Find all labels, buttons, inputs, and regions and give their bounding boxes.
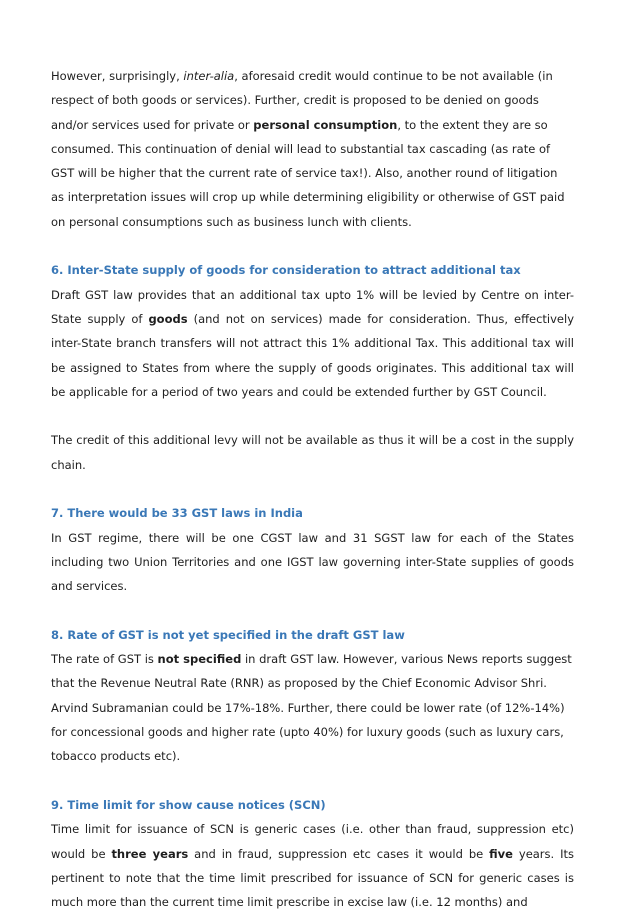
paragraph-scn-time-limit: [51, 817, 574, 914]
section-heading-9: 9. Time limit for show cause notices (SCN): [51, 797, 326, 812]
paragraph-gst-laws: In GST regime, there will be one CGST law and 31 SGST law for each of the States including two Union Territories and one IGST law governing inter-State supplies of goods and services.: [51, 530, 574, 594]
paragraph-additional-tax: [51, 283, 574, 404]
document-page: [51, 64, 574, 914]
spacer: [51, 477, 574, 501]
bold-text: personal consumption: [253, 117, 398, 132]
text-span: Draft GST law provides that an additional tax upto 1% will be levied by Centre on inter-State supply of: [51, 287, 574, 326]
spacer: [51, 769, 574, 793]
text-span: Time limit for issuance of SCN is generic cases (i.e. other than fraud, suppression etc) would be: [51, 822, 574, 861]
section-heading-8: 8. Rate of GST is not yet specified in the draft GST law: [51, 627, 405, 642]
section-heading-6: 6. Inter-State supply of goods for consideration to attract additional tax: [51, 263, 521, 278]
text-span: However, surprisingly,: [51, 69, 184, 83]
paragraph-input-credit: [51, 64, 574, 234]
text-span: years. Its pertinent to note that the time limit prescribed for issuance of SCN for generic cases is much more than the current time limit prescribe in excise law (i.e. 12 months) and: [51, 846, 574, 910]
bold-text: not specified: [157, 652, 242, 667]
text-span: , to the extent they are so consumed. This continuation of denial will lead to substantial tax cascading (as rate of GST will be higher that the current rate of service tax!). Also, another round of litigation as interpretation issues will crop up while determining eligibility or otherwise of GST paid on personal consumptions such as business lunch with clients.: [51, 117, 565, 229]
text-span: The rate of GST is: [51, 652, 158, 667]
spacer: [51, 234, 574, 258]
text-span: (and not on services) made for consideration. Thus, effectively inter-State branch transfers will not attract this 1% additional Tax. This additional tax will be assigned to States from where the supply of goods originates. This additional tax will be applicable for a period of two years and could be extended further by GST Council.: [51, 311, 574, 399]
text-span: , aforesaid credit would continue to be not available (in respect of both goods or services). Further, credit is proposed to be denied on goods and/or services used for private or: [51, 69, 553, 132]
text-span: and in fraud, suppression etc cases it would be: [188, 846, 490, 861]
italic-text: inter-alia: [183, 69, 235, 83]
spacer: [51, 599, 574, 623]
text-span: in draft GST law. However, various News reports suggest that the Revenue Neutral Rate (RNR) as proposed by the Chief Economic Advisor Shri. Arvind Subramanian could be 17%-18%. Further, there could be lower rate (of 12%-14%) for concessional goods and higher rate (upto 40%) for luxury goods (such as luxury cars, tobacco products etc).: [51, 652, 572, 764]
paragraph-additional-levy-credit: The credit of this additional levy will not be available as thus it will be a cost in the supply chain.: [51, 433, 574, 472]
paragraph-gst-rate: [51, 647, 574, 768]
spacer: [51, 404, 574, 428]
section-heading-7: 7. There would be 33 GST laws in India: [51, 506, 303, 521]
bold-text: goods: [148, 311, 188, 326]
bold-text: five: [489, 846, 513, 861]
bold-text: three years: [111, 846, 189, 861]
